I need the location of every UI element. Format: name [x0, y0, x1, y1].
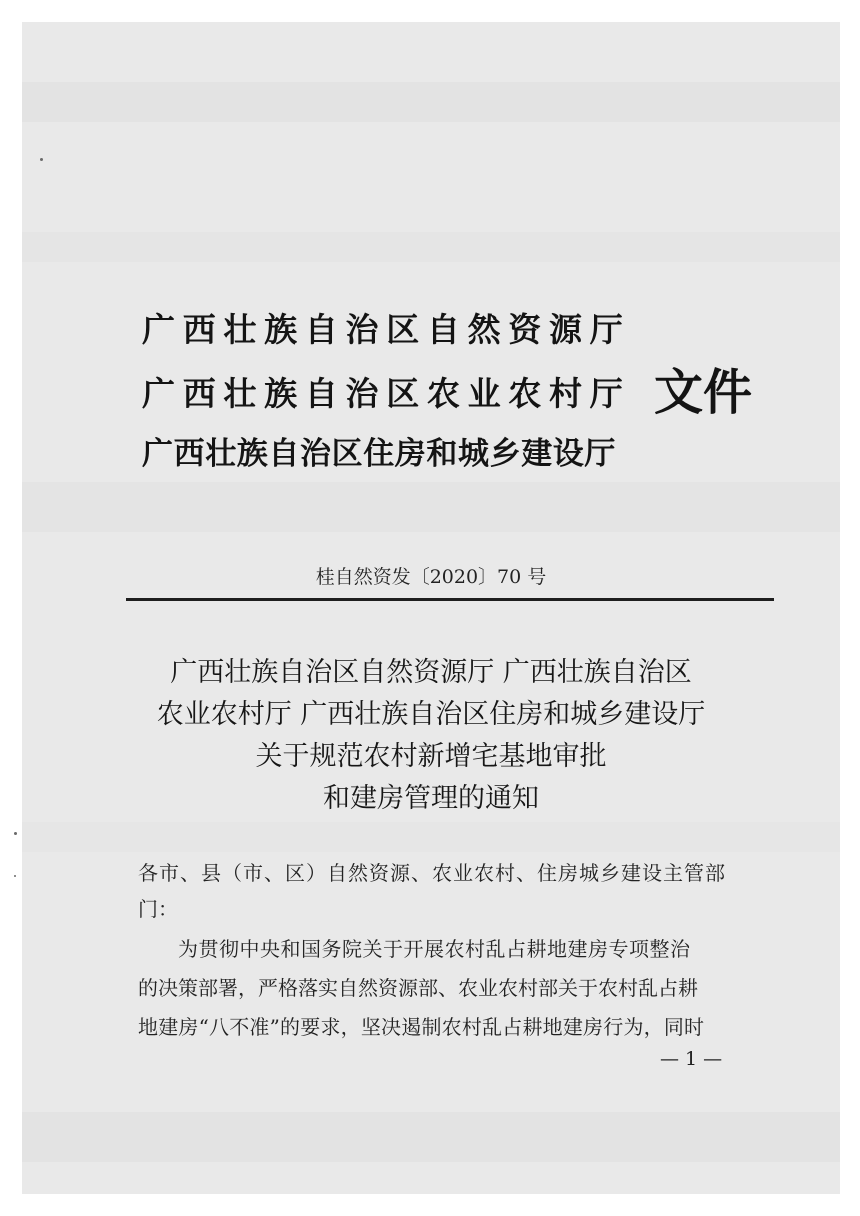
scan-shading	[22, 482, 840, 532]
scan-shading	[22, 82, 840, 122]
document-type-label: 文件	[654, 364, 753, 421]
header-divider	[126, 598, 774, 601]
scan-shading	[22, 822, 840, 852]
body-paragraph-line: 地建房“八不准”的要求，坚决遏制农村乱占耕地建房行为，同时	[138, 1015, 705, 1039]
issuer-block	[142, 290, 782, 472]
scan-speck	[40, 158, 43, 161]
title-line: 广西壮族自治区自然资源厅 广西壮族自治区	[170, 657, 692, 688]
issuer-name-agriculture: 广西壮族自治区农业农村厅	[142, 374, 631, 413]
body-paragraph-line: 的决策部署，严格落实自然资源部、农业农村部关于农村乱占耕	[138, 976, 698, 1000]
title-line: 关于规范农村新增宅基地审批	[255, 741, 607, 772]
salutation-line: 门：	[138, 897, 178, 921]
salutation-line: 各市、县（市、区）自然资源、农业农村、住房城乡建设主管部	[138, 861, 726, 885]
issuer-name-natural-resources: 广西壮族自治区自然资源厅	[142, 310, 631, 349]
scan-speck	[14, 875, 16, 877]
scan-shading	[22, 1112, 840, 1162]
issuer-name-housing: 广西壮族自治区住房和城乡建设厅	[142, 436, 616, 472]
document-number: 桂自然资发〔2020〕70 号	[315, 566, 547, 588]
page-number: — 1 —	[660, 1048, 723, 1070]
body-paragraph-line: 为贯彻中央和国务院关于开展农村乱占耕地建房专项整治	[178, 937, 691, 961]
title-line: 和建房管理的通知	[323, 783, 539, 814]
scan-speck	[14, 832, 17, 835]
scanned-page	[22, 22, 840, 1194]
scan-shading	[22, 232, 840, 262]
title-line: 农业农村厅 广西壮族自治区住房和城乡建设厅	[156, 699, 706, 730]
